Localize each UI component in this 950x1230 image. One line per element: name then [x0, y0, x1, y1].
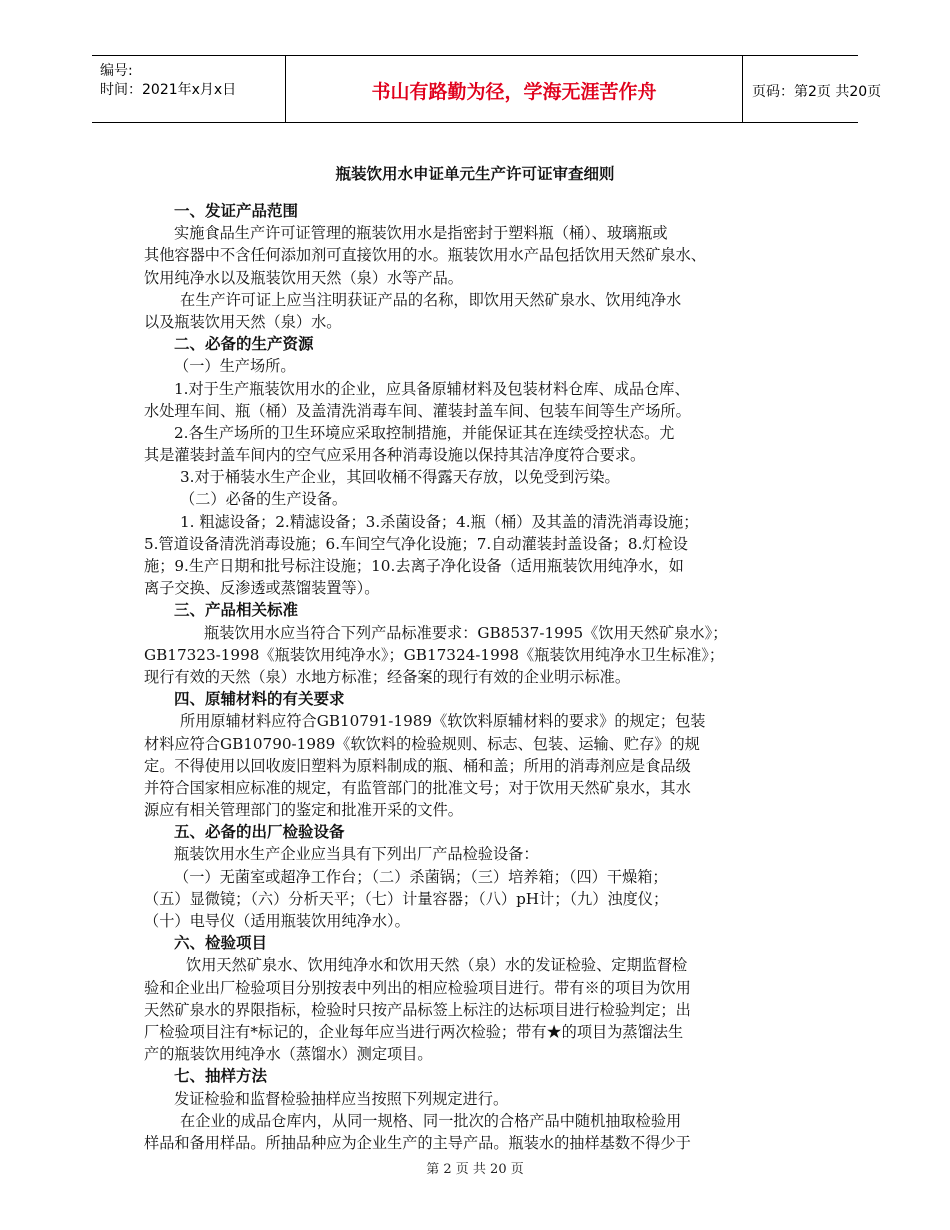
paragraph-line: 3.对于桶装水生产企业，其回收桶不得露天存放，以免受到污染。 — [180, 468, 620, 487]
paragraph-line: （一）生产场所。 — [174, 357, 296, 376]
paragraph-line: 天然矿泉水的界限指标，检验时只按产品标签上标注的达标项目进行检验判定；出 — [144, 1000, 691, 1019]
paragraph-line: 瓶装饮用水生产企业应当具有下列出厂产品检验设备： — [174, 845, 539, 864]
paragraph-line: 在生产许可证上应当注明获证产品的名称，即饮用天然矿泉水、饮用纯净水 — [180, 290, 682, 309]
paragraph-line: 施；9.生产日期和批号标注设施；10.去离子净化设备（适用瓶装饮用纯净水，如 — [144, 557, 684, 575]
paragraph-line: 实施食品生产许可证管理的瓶装饮用水是指密封于塑料瓶（桶）、玻璃瓶或 — [174, 224, 668, 243]
paragraph-line: GB17323-1998《瓶装饮用纯净水》；GB17324-1998《瓶装饮用纯净水卫生标准》； — [144, 645, 725, 664]
paragraph-line: 产的瓶装饮用纯净水（蒸馏水）测定项目。 — [144, 1045, 433, 1064]
document-body — [144, 200, 824, 1154]
paragraph-line: （一）无菌室或超净工作台；（二）杀菌锅；（三）培养箱；（四）干燥箱； — [174, 867, 668, 886]
header-table — [92, 55, 882, 123]
paragraph-line: （二）必备的生产设备。 — [180, 490, 348, 509]
paragraph-line: 瓶装饮用水应当符合下列产品标准要求：GB8537-1995《饮用天然矿泉水》； — [204, 623, 728, 642]
header-motto-cell — [285, 56, 743, 122]
paragraph-line: 2.各生产场所的卫生环境应采取控制措施，并能保证其在连续受控状态。尤 — [174, 423, 675, 442]
section-heading: 二、必备的生产资源 — [174, 335, 314, 354]
paragraph-line: 水处理车间、瓶（桶）及盖清洗消毒车间、灌装封盖车间、包装车间等生产场所。 — [144, 401, 691, 420]
header-page-info: 页码：第2页 共20页 — [752, 84, 882, 100]
paragraph-line: 样品和备用样品。所抽品种应为企业生产的主导产品。瓶装水的抽样基数不得少于 — [144, 1133, 691, 1152]
paragraph-line: 以及瓶装饮用天然（泉）水。 — [144, 312, 342, 331]
section-heading: 一、发证产品范围 — [174, 202, 299, 220]
paragraph-line: 其他容器中不含任何添加剂可直接饮用的水。瓶装饮用水产品包括饮用天然矿泉水、 — [144, 246, 706, 265]
document-title: 瓶装饮用水申证单元生产许可证审查细则 — [335, 165, 615, 183]
paragraph-line: 其是灌装封盖车间内的空气应采用各种消毒设施以保持其洁净度符合要求。 — [144, 446, 646, 465]
paragraph-line: （十）电导仪（适用瓶装饮用纯净水）。 — [144, 912, 410, 930]
paragraph-line: 源应有相关管理部门的鉴定和批准开采的文件。 — [144, 801, 463, 820]
paragraph-line: 发证检验和监督检验抽样应当按照下列规定进行。 — [174, 1089, 509, 1108]
paragraph-line: 1.对于生产瓶装饮用水的企业，应具备原辅材料及包装材料仓库、成品仓库、 — [174, 379, 690, 398]
paragraph-line: 现行有效的天然（泉）水地方标准；经备案的现行有效的企业明示标准。 — [144, 667, 630, 686]
document-number-label: 编号: — [100, 63, 133, 79]
header-page-cell — [742, 56, 882, 122]
paragraph-line: 5.管道设备清洗消毒设施；6.车间空气净化设施；7.自动灌装封盖设备；8.灯检设 — [144, 534, 688, 553]
paragraph-line: 饮用纯净水以及瓶装饮用天然（泉）水等产品。 — [144, 268, 463, 287]
paragraph-line: 饮用天然矿泉水、饮用纯净水和饮用天然（泉）水的发证检验、定期监督检 — [186, 956, 688, 975]
paragraph-line: 厂检验项目注有*标记的，企业每年应当进行两次检验；带有★的项目为蒸馏法生 — [144, 1022, 684, 1041]
section-heading: 七、抽样方法 — [174, 1067, 268, 1086]
paragraph-line: 在企业的成品仓库内，从同一规格、同一批次的合格产品中随机抽取检验用 — [180, 1111, 682, 1130]
paragraph-line: 1. 粗滤设备；2.精滤设备；3.杀菌设备；4.瓶（桶）及其盖的清洗消毒设施； — [180, 512, 699, 531]
section-heading: 四、原辅材料的有关要求 — [174, 690, 345, 709]
paragraph-line: 并符合国家相应标准的规定，有监管部门的批准文号；对于饮用天然矿泉水，其水 — [144, 778, 691, 797]
section-heading: 六、检验项目 — [174, 934, 268, 953]
document-time-label: 时间：2021年x月x日 — [100, 82, 237, 98]
paragraph-line: 离子交换、反渗透或蒸馏装置等）。 — [144, 579, 380, 598]
header-motto: 书山有路勤为径，学海无涯苦作舟 — [371, 81, 657, 103]
paragraph-line: 所用原辅材料应符合GB10791-1989《软饮料原辅材料的要求》的规定；包装 — [180, 712, 706, 731]
paragraph-line: 材料应符合GB10790-1989《软饮料的检验规则、标志、包装、运输、贮存》的规 — [144, 734, 700, 753]
paragraph-line: （五）显微镜；（六）分析天平；（七）计量容器；（八）pH计；（九）浊度仪； — [144, 889, 669, 908]
section-heading: 三、产品相关标准 — [174, 601, 299, 620]
page-footer: 第 2 页 共 20 页 — [426, 1162, 524, 1177]
paragraph-line: 验和企业出厂检验项目分别按表中列出的相应检验项目进行。带有※的项目为饮用 — [144, 978, 691, 997]
section-heading: 五、必备的出厂检验设备 — [174, 823, 345, 842]
paragraph-line: 定。不得使用以回收废旧塑料为原料制成的瓶、桶和盖；所用的消毒剂应是食品级 — [144, 756, 691, 775]
header-left-cell — [92, 56, 285, 122]
